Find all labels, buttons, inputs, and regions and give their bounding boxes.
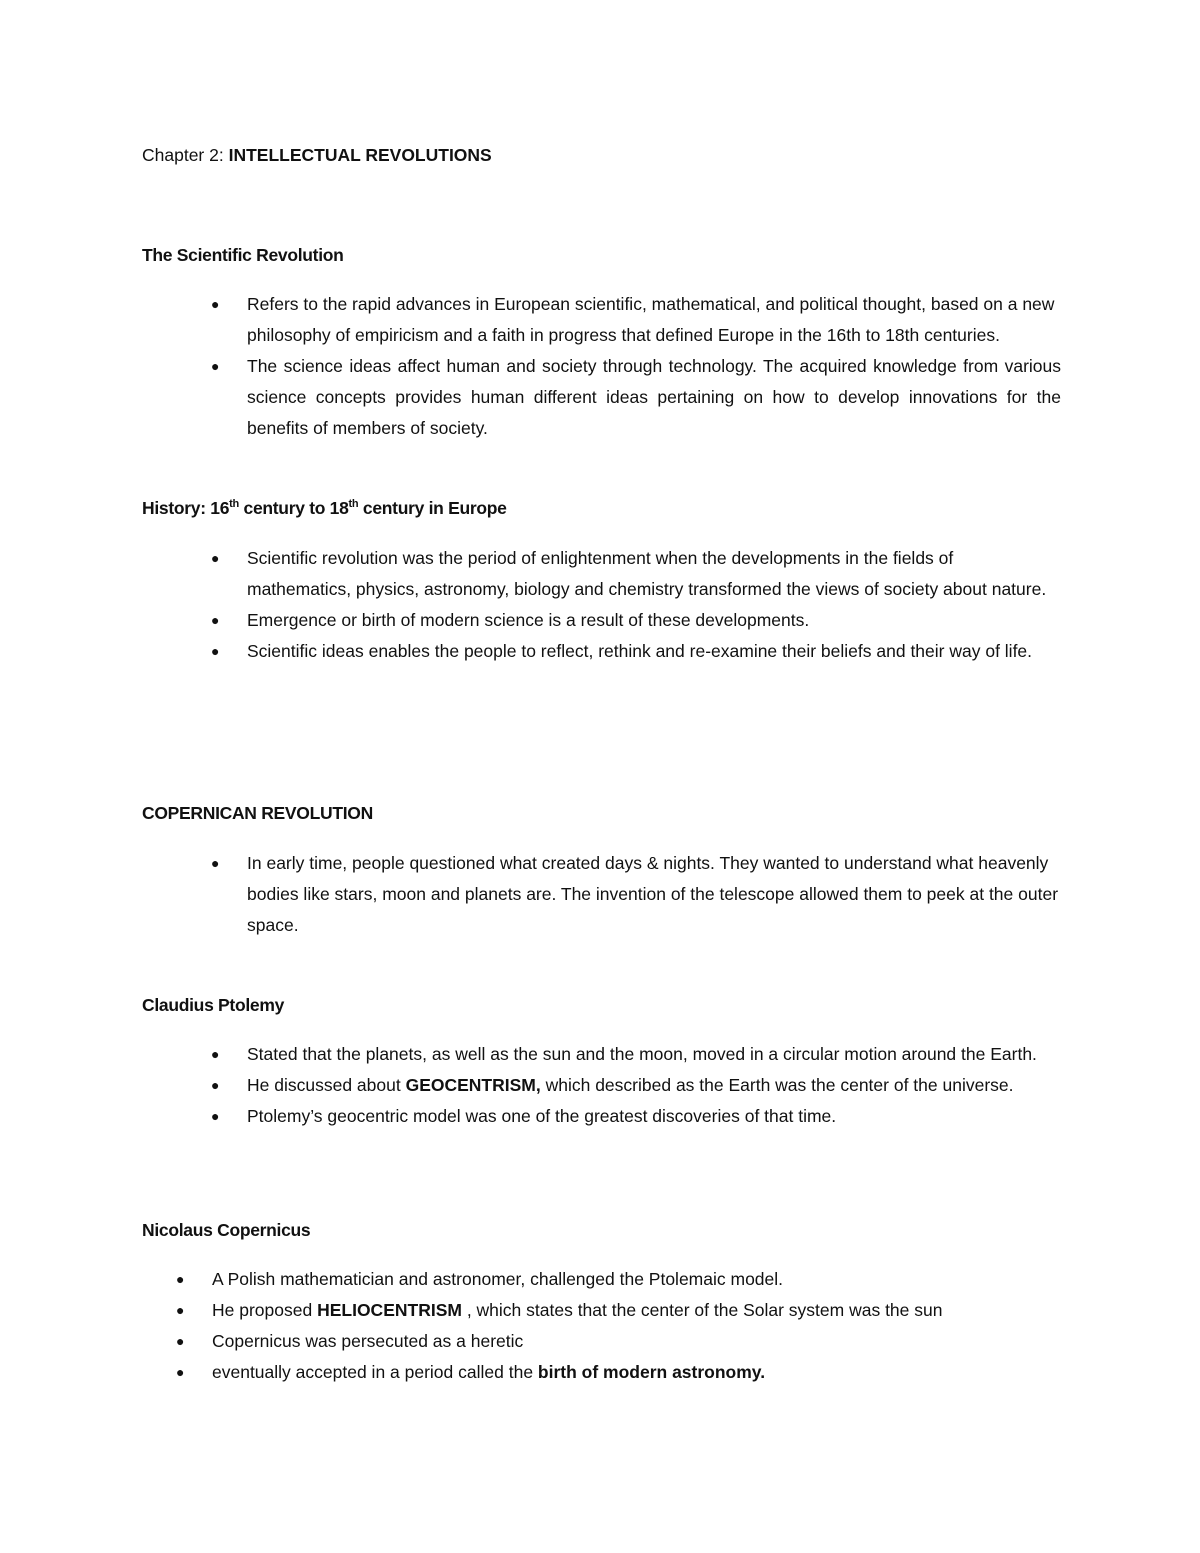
list-item: ● The science ideas affect human and society through technology. The acquired knowledge from various science concepts provides human different ideas pertaining on how to develop innovations for the benefits of members of society. bbox=[211, 351, 1061, 444]
bullet-icon: ● bbox=[176, 1364, 185, 1380]
list-item: ● Copernicus was persecuted as a heretic bbox=[176, 1326, 1076, 1357]
chapter-name: INTELLECTUAL REVOLUTIONS bbox=[228, 145, 492, 165]
bullet-icon: ● bbox=[176, 1302, 185, 1318]
history-list bbox=[211, 543, 1061, 667]
copernicus-list bbox=[176, 1264, 1076, 1388]
bullet-icon: ● bbox=[211, 643, 220, 659]
bullet-icon: ● bbox=[211, 550, 220, 566]
bullet-icon: ● bbox=[211, 612, 220, 628]
section-heading-claudius-ptolemy: Claudius Ptolemy bbox=[142, 995, 285, 1015]
chapter-prefix: Chapter 2: bbox=[142, 145, 229, 165]
list-item: ● A Polish mathematician and astronomer, challenged the Ptolemaic model. bbox=[176, 1264, 1076, 1295]
section-heading-copernican-revolution: COPERNICAN REVOLUTION bbox=[142, 803, 373, 823]
ptolemy-list bbox=[211, 1039, 1061, 1132]
section-heading-nicolaus-copernicus: Nicolaus Copernicus bbox=[142, 1220, 311, 1240]
bullet-icon: ● bbox=[211, 855, 220, 871]
copernican-list bbox=[211, 848, 1061, 941]
list-item: ● Emergence or birth of modern science is a result of these developments. bbox=[211, 605, 1061, 636]
section-heading-scientific-revolution: The Scientific Revolution bbox=[142, 245, 344, 265]
geocentrism-term: GEOCENTRISM, bbox=[405, 1075, 541, 1095]
list-item: ● Stated that the planets, as well as the sun and the moon, moved in a circular motion around the Earth. bbox=[211, 1039, 1061, 1070]
heliocentrism-term: HELIOCENTRISM bbox=[317, 1300, 462, 1320]
bullet-icon: ● bbox=[211, 296, 220, 312]
modern-astronomy-term: birth of modern astronomy. bbox=[537, 1362, 766, 1382]
list-item: ● eventually accepted in a period called the birth of modern astronomy. bbox=[176, 1357, 1076, 1388]
bullet-icon: ● bbox=[176, 1333, 185, 1349]
list-item: ● He proposed HELIOCENTRISM , which states that the center of the Solar system was the sun bbox=[176, 1295, 1076, 1326]
list-item: ● Refers to the rapid advances in European scientific, mathematical, and political thought, based on a new philosophy of empiricism and a faith in progress that defined Europe in the 16th to 18th centuries. bbox=[211, 289, 1061, 351]
list-item: ● Scientific revolution was the period of enlightenment when the developments in the fields of mathematics, physics, astronomy, biology and chemistry transformed the views of society about nature. bbox=[211, 543, 1061, 605]
bullet-icon: ● bbox=[211, 1108, 220, 1124]
scientific-revolution-list bbox=[211, 289, 1061, 444]
list-item: ● Ptolemy’s geocentric model was one of the greatest discoveries of that time. bbox=[211, 1101, 1061, 1132]
bullet-icon: ● bbox=[176, 1271, 185, 1287]
chapter-title bbox=[142, 147, 492, 165]
bullet-icon: ● bbox=[211, 1077, 220, 1093]
bullet-icon: ● bbox=[211, 1046, 220, 1062]
list-item: ● He discussed about GEOCENTRISM, which described as the Earth was the center of the universe. bbox=[211, 1070, 1061, 1101]
list-item: ● In early time, people questioned what created days & nights. They wanted to understand what heavenly bodies like stars, moon and planets are. The invention of the telescope allowed them to peek at the outer space. bbox=[211, 848, 1061, 941]
bullet-icon: ● bbox=[211, 358, 220, 374]
section-heading-history: History: 16th century to 18th century in Europe bbox=[142, 498, 507, 518]
list-item: ● Scientific ideas enables the people to reflect, rethink and re-examine their beliefs and their way of life. bbox=[211, 636, 1061, 667]
